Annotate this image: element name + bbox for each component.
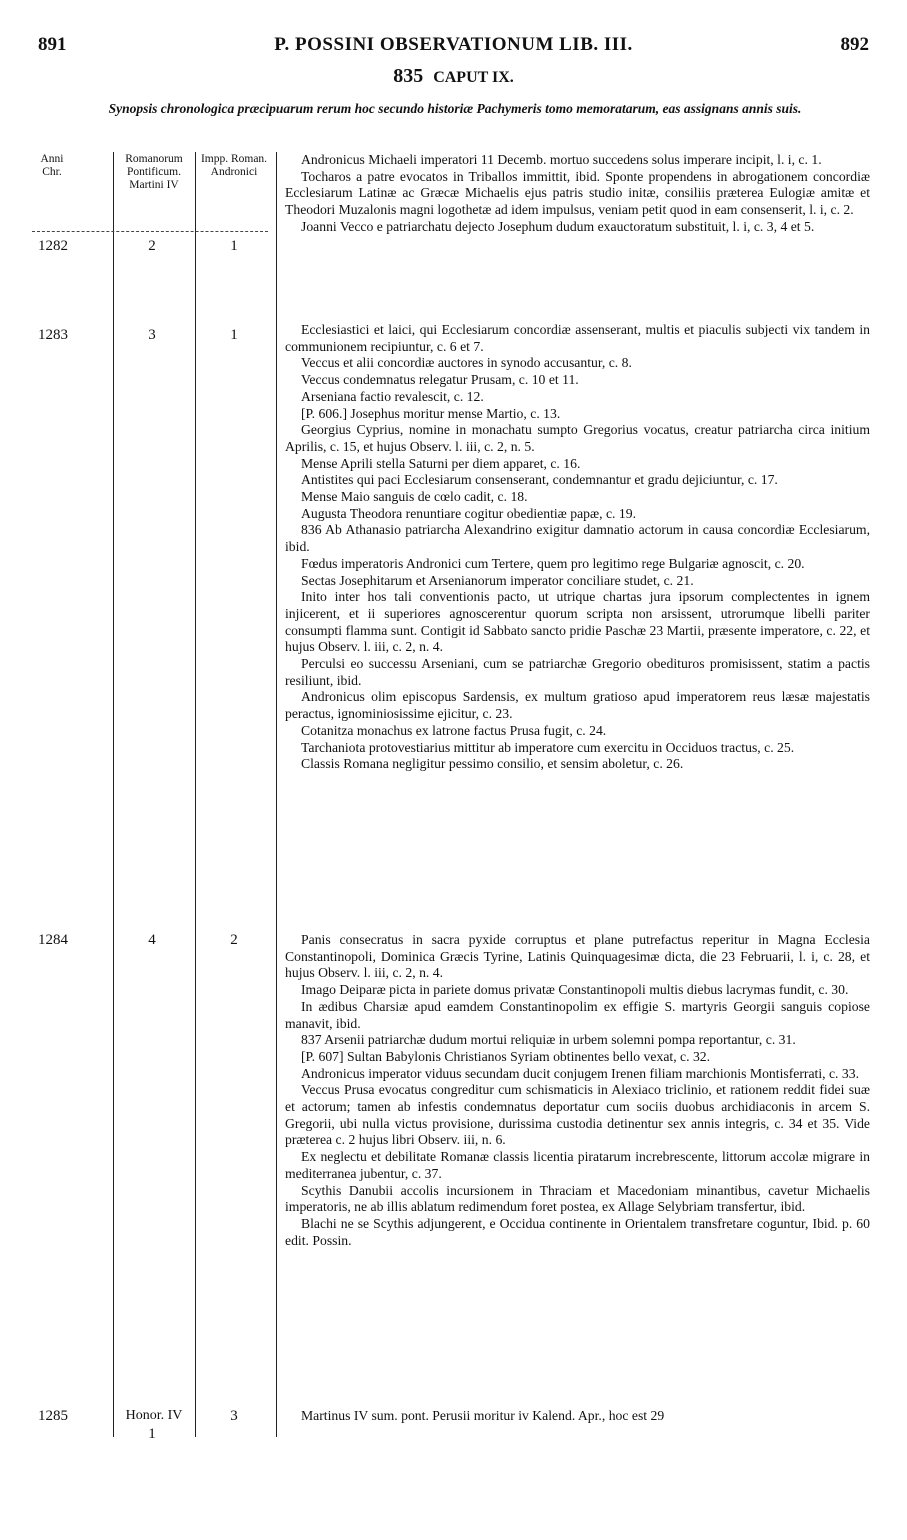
header-separator xyxy=(32,231,268,232)
entry-paragraph: Arseniana factio revalescit, c. 12. xyxy=(301,388,484,404)
entry-paragraph: Veccus condemnatus relegatur Prusam, c. 10 et 11. xyxy=(301,372,579,388)
entry-paragraph: Ex neglectu et debilitate Romanæ classis licentia piratarum increbrescente, littorum accolæ migrare in mediterranea jubentur, c. 37. xyxy=(285,1149,870,1181)
entry-paragraph: 837 Arsenii patriarchæ dudum mortui reliquiæ in urbem solemni pompa reportantur, c. 31. xyxy=(301,1032,796,1048)
entry-paragraph: Antistites qui paci Ecclesiarum consenserant, condemnantur et gradu dejiciuntur, c. 17. xyxy=(301,472,778,488)
pope-year-cell: 1 xyxy=(148,1426,156,1442)
emperor-year-cell: 2 xyxy=(230,932,238,948)
entry-paragraph: Veccus Prusa evocatus congreditur cum schismaticis in Alexiaco triclinio, et rationem reddit fidei suæ et actorum; tamen ab infestis condemnatus deportatur cum sociis duobus archidiaconis in arcem S. Gregorii, ubi nulla victus provisione, durissima custodia detinentur sex annis integris, c. 34 et 35. Vide præterea c. 2 hujus libri Observ. iii, n. 6. xyxy=(285,1082,870,1148)
entry-paragraph: Fœdus imperatoris Andronici cum Tertere, quem pro legitimo rege Bulgariæ agnoscit, c. 20. xyxy=(301,555,805,571)
chapter-title: CAPUT IX. xyxy=(433,69,514,86)
emperor-year-cell: 1 xyxy=(230,327,238,343)
entry-paragraph: Panis consecratus in sacra pyxide corruptus et plane putrefactus reperitur in Magna Ecclesia Constantinopoli, Dominica Græcis Tyrine, Latinis Quinquagesimæ dicta, die 23 Februarii, l. i, c. 28, et hujus Observ. l. iii, c. 2, n. 4. xyxy=(285,932,870,981)
entry-paragraph: Mense Aprili stella Saturni per diem apparet, c. 16. xyxy=(301,455,581,471)
entry-paragraph: Veccus et alii concordiæ auctores in synodo accusantur, c. 8. xyxy=(301,355,632,371)
entry-paragraph: Andronicus Michaeli imperatori 11 Decemb. mortuo succedens solus imperare incipit, l. i, c. 1. xyxy=(301,152,822,167)
entry-paragraph: Sectas Josephitarum et Arsenianorum imperator conciliare studet, c. 21. xyxy=(301,572,694,588)
entry-paragraph: Mense Maio sanguis de cœlo cadit, c. 18. xyxy=(301,489,528,505)
year-cell: 1283 xyxy=(38,327,68,343)
entry-paragraph: Classis Romana negligitur pessimo consilio, et sensim aboletur, c. 26. xyxy=(301,756,684,772)
page-number-left: 891 xyxy=(38,34,67,55)
entry-paragraph: Scythis Danubii accolis incursionem in Thraciam et Macedoniam minantibus, cavetur Michaelis imperatoris, ne ab illis ablatum redimendum foret postea, ex Allage Selybriam transfertur, ibid. xyxy=(285,1182,870,1215)
column-header-years: Anni Chr. xyxy=(40,153,64,178)
pope-year-cell: 4 xyxy=(148,932,156,948)
entry-paragraph: Ecclesiastici et laici, qui Ecclesiarum concordiæ assenserant, multis et piaculis subjecti vix tandem in communionem recipiuntur, c. 6 et 7. xyxy=(285,322,870,354)
entry-paragraph: In ædibus Charsiæ apud eamdem Constantinopolim ex effigie S. martyris Georgii sanguis copiose manavit, ibid. xyxy=(285,998,870,1031)
entry-paragraph: 836 Ab Athanasio patriarcha Alexandrino exigitur damnatio actorum in causa concordiæ Ecclesiarum, ibid. xyxy=(285,522,870,555)
pope-name-cell: Honor. IV xyxy=(125,1408,183,1423)
pope-year-cell: 3 xyxy=(148,327,156,343)
entry-paragraph: Blachi ne se Scythis adjungerent, e Occidua continente in Orientalem transfretare coguntur, Ibid. p. 60 edit. Possin. xyxy=(285,1215,870,1248)
entry-paragraph: Imago Deiparæ picta in pariete domus privatæ Constantinopoli multis diebus lacrymas fundit, c. 30. xyxy=(301,982,849,998)
entry-paragraph: Andronicus imperator viduus secundam ducit conjugem Irenen filiam marchionis Montisferrati, c. 33. xyxy=(301,1065,859,1081)
year-cell: 1284 xyxy=(38,932,68,948)
column-rule xyxy=(195,152,196,1437)
entry-paragraph: Georgius Cyprius, nomine in monachatu sumpto Gregorius vocatus, creatur patriarcha circa initium Aprilis, c. 15, et hujus Observ. l. iii, c. 2, n. 5. xyxy=(285,422,870,454)
entry-paragraph: [P. 607] Sultan Babylonis Christianos Syriam obtinentes bello vexat, c. 32. xyxy=(301,1048,711,1064)
page-number-right: 892 xyxy=(840,34,869,55)
entry-paragraph: Joanni Vecco e patriarchatu dejecto Josephum dudum exauctoratum substituit, l. i, c. 3, 4 et 5. xyxy=(301,218,815,234)
page-header xyxy=(0,34,907,58)
entry-paragraph: Augusta Theodora renuntiare cogitur obedientiæ papæ, c. 19. xyxy=(301,505,637,521)
running-title: P. POSSINI OBSERVATIONUM LIB. III. xyxy=(274,34,633,55)
entry-paragraph: Perculsi eo successu Arseniani, cum se patriarchæ Gregorio obedituros promisissent, statim a pactis resiliunt, ibid. xyxy=(285,656,870,688)
pope-year-cell: 2 xyxy=(148,238,156,254)
margin-number: 835 xyxy=(393,65,424,87)
entry-paragraph: [P. 606.] Josephus moritur mense Martio, c. 13. xyxy=(301,405,561,421)
entry-paragraph: Cotanitza monachus ex latrone factus Prusa fugit, c. 24. xyxy=(301,722,607,738)
entry-paragraph: Inito inter hos tali conventionis pacto, ut utrique chartas jura ipsorum complectentes in ignem injicerent, et ii superiores agnoscerentur quorum scripta non arsissent, utrorumque libelli pariter consumpti flamma sunt. Contigit id Sabbato sancto pridie Paschæ 23 Martii, præsente imperatore, c. 22, et hujus Observ. l. iii, c. 2, n. 4. xyxy=(285,589,870,655)
entry-block xyxy=(285,932,870,1249)
column-rule xyxy=(276,152,277,1437)
synopsis-heading: Synopsis chronologica præcipuarum rerum hoc secundo historiæ Pachymeris tomo memoratarum, eas assignans annis suis. xyxy=(108,101,802,116)
emperor-year-cell: 3 xyxy=(230,1408,238,1424)
entry-block xyxy=(285,1408,870,1425)
column-header-emperors: Impp. Roman. Andronici xyxy=(200,153,268,178)
chapter-heading xyxy=(0,65,907,88)
column-rule xyxy=(113,152,114,1437)
column-header-popes: Romanorum Pontificum. Martini IV xyxy=(125,153,183,191)
entry-paragraph: Martinus IV sum. pont. Perusii moritur iv Kalend. Apr., hoc est 29 xyxy=(301,1408,665,1423)
entry-paragraph: Tocharos a patre evocatos in Triballos immittit, ibid. Sponte propendens in abrogationem concordiæ Ecclesiarum Latinæ ac Græcæ Michaelis ejus patris studio initæ, consiliis præterea Eulogiæ amitæ et Theodori Muzalonis magni logothetæ ad idem impulsus, veniam petit quod in eam consenserit, l. i, c. 2. xyxy=(285,168,870,218)
entry-paragraph: Andronicus olim episcopus Sardensis, ex multum gratioso apud imperatorem reus læsæ majestatis peractus, ignominiosissime ejicitur, c. 23. xyxy=(285,689,870,722)
entry-paragraph: Tarchaniota protovestiarius mittitur ab imperatore cum exercitu in Occiduos tractus, c. 25. xyxy=(301,739,795,755)
emperor-year-cell: 1 xyxy=(230,238,238,254)
entry-block xyxy=(285,322,870,773)
entry-block xyxy=(285,152,870,236)
year-cell: 1285 xyxy=(38,1408,68,1424)
year-cell: 1282 xyxy=(38,238,68,254)
